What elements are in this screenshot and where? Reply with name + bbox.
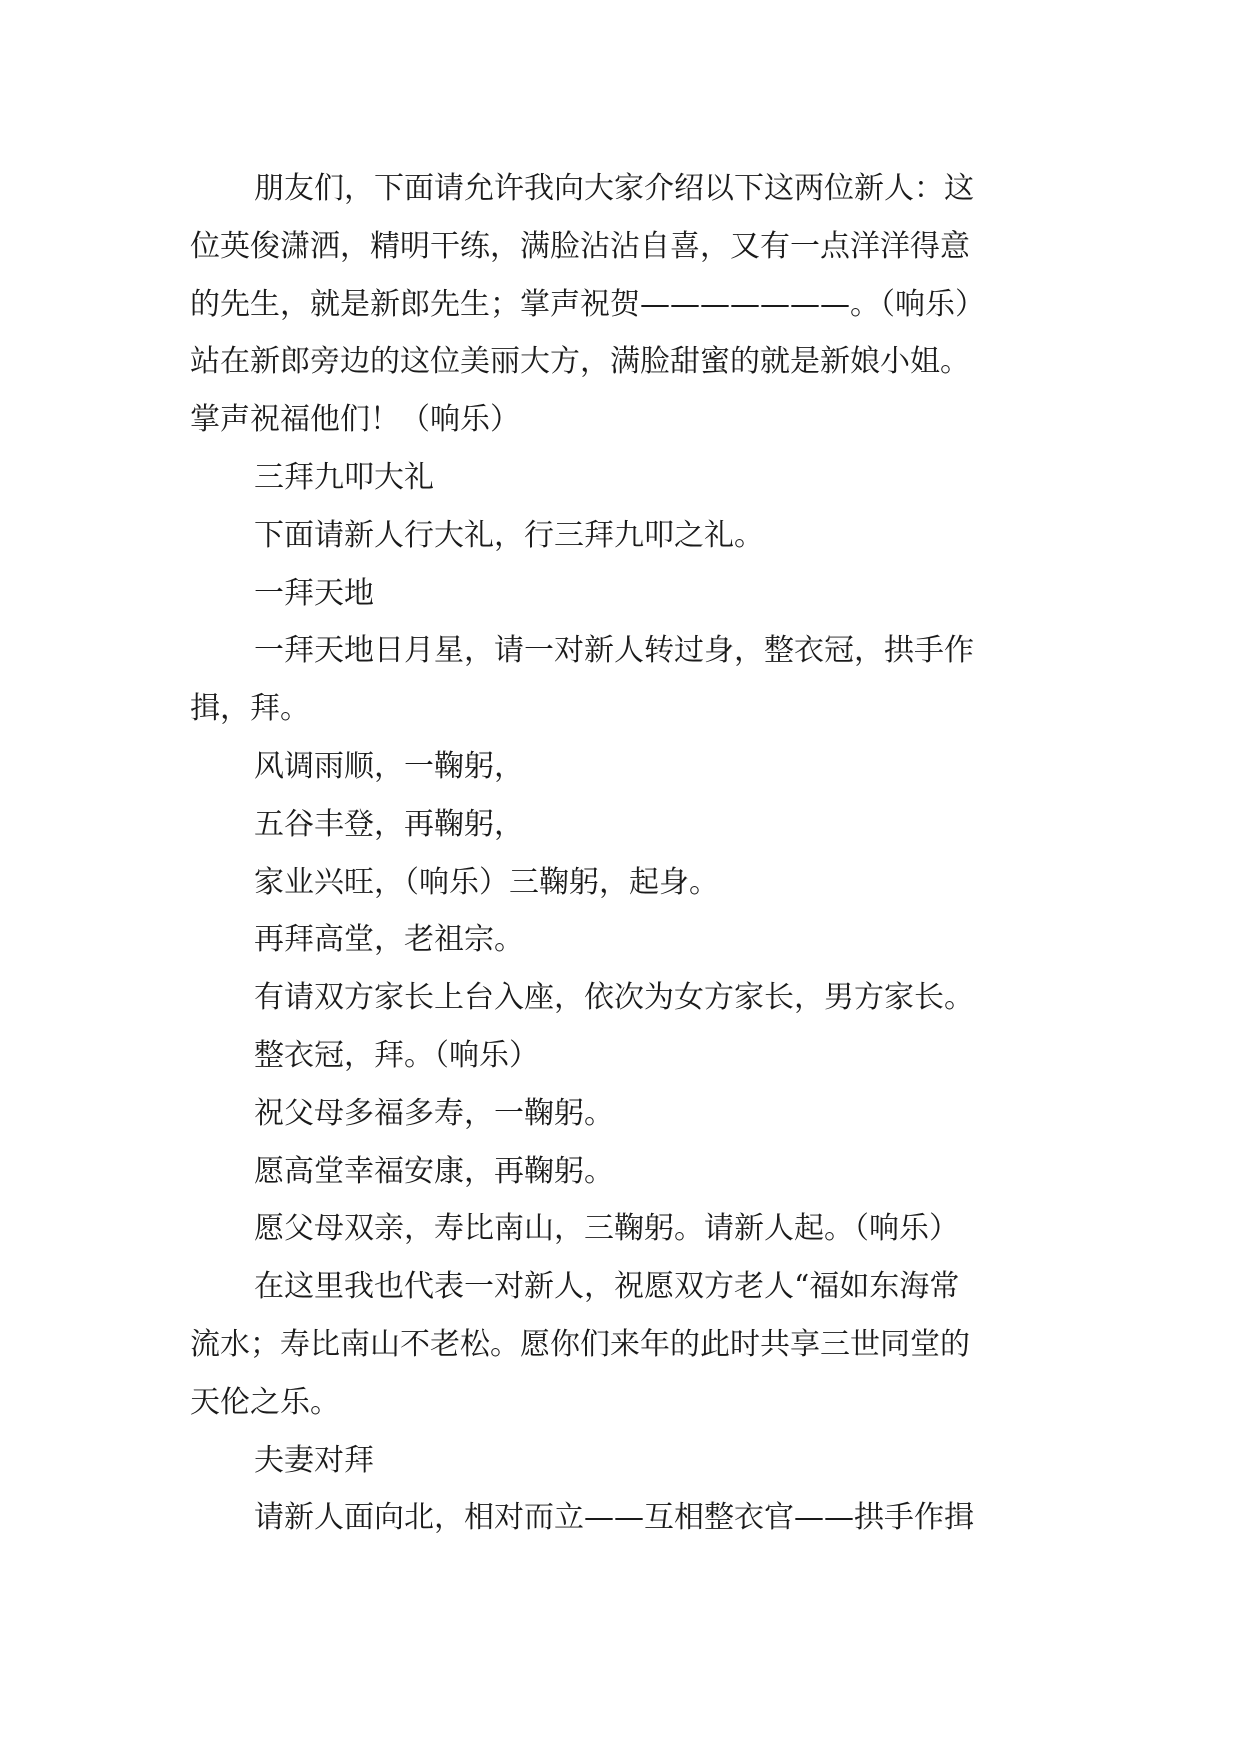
text-line: 五谷丰登，再鞠躬， bbox=[254, 806, 524, 842]
paragraph bbox=[190, 1432, 1070, 1490]
paragraph bbox=[190, 969, 1070, 1027]
text-line: 整衣冠，拜。（响乐） bbox=[254, 1037, 539, 1073]
text-line: 风调雨顺，一鞠躬， bbox=[254, 748, 524, 784]
document-body bbox=[190, 160, 1070, 1547]
text-line: 三拜九叩大礼 bbox=[254, 459, 434, 495]
text-line: 站在新郎旁边的这位美丽大方，满脸甜蜜的就是新娘小姐。 bbox=[190, 344, 970, 380]
text-line: 掌声祝福他们！（响乐） bbox=[190, 402, 520, 438]
text-line: 揖，拜。 bbox=[190, 691, 310, 727]
paragraph bbox=[190, 565, 1070, 623]
text-line: 家业兴旺，（响乐）三鞠躬，起身。 bbox=[254, 864, 719, 900]
paragraph bbox=[190, 1027, 1070, 1085]
paragraph bbox=[190, 854, 1070, 912]
text-line: 再拜高堂，老祖宗。 bbox=[254, 922, 524, 958]
text-line: 在这里我也代表一对新人，祝愿双方老人“福如东海常 bbox=[254, 1269, 960, 1305]
text-line: 有请双方家长上台入座，依次为女方家长，男方家长。 bbox=[254, 980, 974, 1016]
text-line: 请新人面向北，相对而立——互相整衣官——拱手作揖 bbox=[254, 1500, 974, 1536]
paragraph bbox=[190, 796, 1070, 854]
text-line: 一拜天地 bbox=[254, 575, 374, 611]
paragraph bbox=[190, 1489, 1070, 1547]
text-line: 祝父母多福多寿，一鞠躬。 bbox=[254, 1095, 614, 1131]
text-line: 愿父母双亲，寿比南山，三鞠躬。请新人起。（响乐） bbox=[254, 1211, 959, 1247]
paragraph bbox=[190, 1143, 1070, 1201]
paragraph bbox=[190, 911, 1070, 969]
paragraph bbox=[190, 1258, 1070, 1431]
paragraph bbox=[190, 160, 1070, 449]
text-line: 愿高堂幸福安康，再鞠躬。 bbox=[254, 1153, 614, 1189]
text-line: 位英俊潇洒，精明干练，满脸沾沾自喜，又有一点洋洋得意 bbox=[190, 228, 970, 264]
paragraph bbox=[190, 738, 1070, 796]
text-line: 下面请新人行大礼，行三拜九叩之礼。 bbox=[254, 517, 764, 553]
paragraph bbox=[190, 622, 1070, 738]
paragraph bbox=[190, 507, 1070, 565]
text-line: 的先生，就是新郎先生；掌声祝贺———————。（响乐） bbox=[190, 286, 985, 322]
paragraph bbox=[190, 1200, 1070, 1258]
text-line: 朋友们，下面请允许我向大家介绍以下这两位新人：这 bbox=[254, 171, 974, 206]
text-line: 流水；寿比南山不老松。愿你们来年的此时共享三世同堂的 bbox=[190, 1326, 970, 1362]
paragraph bbox=[190, 449, 1070, 507]
text-line: 一拜天地日月星，请一对新人转过身，整衣冠，拱手作 bbox=[254, 633, 974, 669]
text-line: 天伦之乐。 bbox=[190, 1384, 340, 1420]
paragraph bbox=[190, 1085, 1070, 1143]
text-line: 夫妻对拜 bbox=[254, 1442, 374, 1478]
